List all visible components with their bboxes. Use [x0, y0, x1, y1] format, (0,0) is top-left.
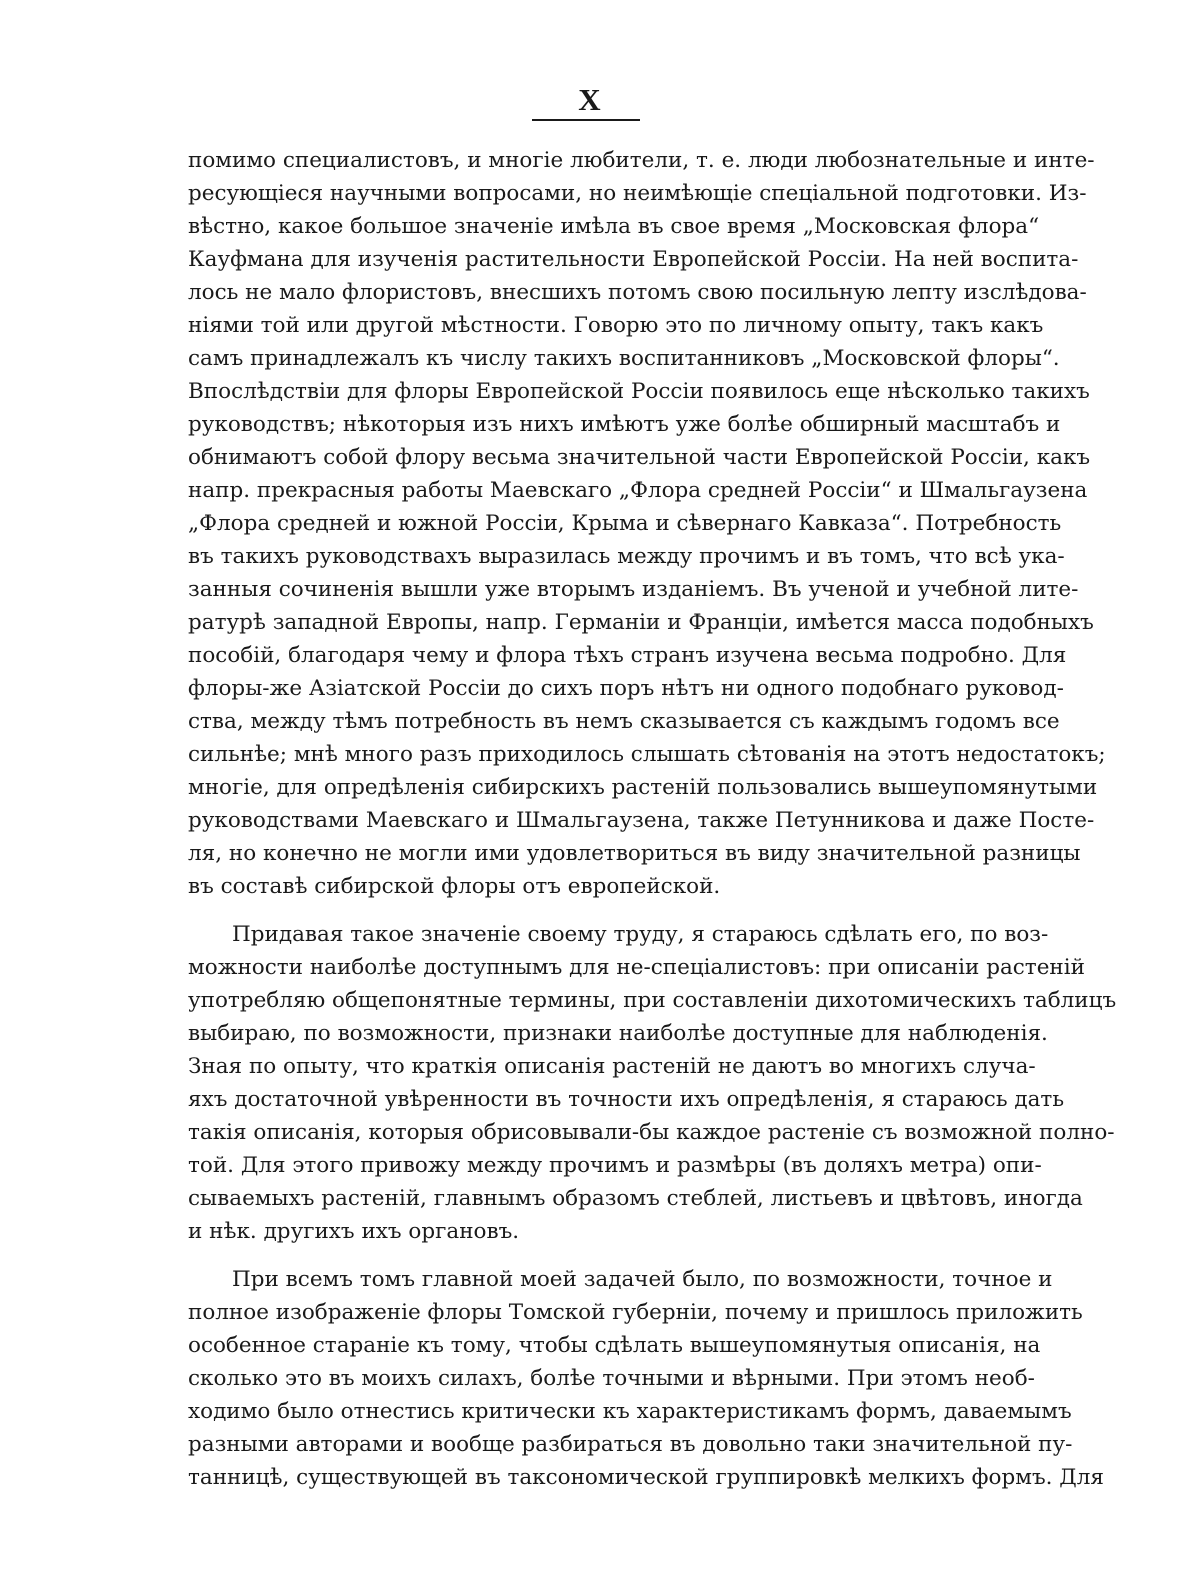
text-line: многіе, для опредѣленія сибирскихъ растеній пользовались вышеупомянутыми [188, 775, 1098, 800]
text-line: ніями той или другой мѣстности. Говорю это по личному опыту, такъ какъ [188, 313, 1044, 338]
text-line: въ такихъ руководствахъ выразилась между прочимъ и въ томъ, что всѣ ука- [188, 544, 1065, 569]
text-line: руководствами Маевскаго и Шмальгаузена, также Петунникова и даже Посте- [188, 808, 1095, 833]
text-line: такія описанія, которыя обрисовывали-бы каждое растеніе съ возможной полно- [188, 1120, 1115, 1145]
text-line: руководствъ; нѣкоторыя изъ нихъ имѣютъ уже болѣе обширный масштабъ и [188, 412, 1061, 437]
text-line: помимо специалистовъ, и многіе любители, т. е. люди любознательные и инте- [188, 148, 1095, 173]
paragraph [188, 918, 1117, 1248]
text-line: лось не мало флористовъ, внесшихъ потомъ свою посильную лепту изслѣдова- [188, 280, 1087, 305]
paragraph [188, 144, 1106, 903]
text-line: самъ принадлежалъ къ числу такихъ воспитанниковъ „Московской флоры“. [188, 346, 1060, 371]
text-line: ля, но конечно не могли ими удовлетвориться въ виду значительной разницы [188, 841, 1081, 866]
text-line: флоры-же Азіатской Россіи до сихъ поръ нѣтъ ни одного подобнаго руковод- [188, 676, 1064, 701]
text-line: той. Для этого привожу между прочимъ и размѣры (въ доляхъ метра) опи- [188, 1153, 1042, 1178]
text-line: сколько это въ моихъ силахъ, болѣе точными и вѣрными. При этомъ необ- [188, 1366, 1035, 1391]
text-line: напр. прекрасныя работы Маевскаго „Флора средней Россіи“ и Шмальгаузена [188, 478, 1088, 503]
text-line: ходимо было отнестись критически къ характеристикамъ формъ, даваемымъ [188, 1399, 1072, 1424]
text-line: танницѣ, существующей въ таксономической группировкѣ мелкихъ формъ. Для [188, 1465, 1104, 1490]
text-line: ресующіеся научными вопросами, но неимѣющіе спеціальной подготовки. Из- [188, 181, 1087, 206]
text-line: ства, между тѣмъ потребность въ немъ сказывается съ каждымъ годомъ все [188, 709, 1060, 734]
text-line: пособій, благодаря чему и флора тѣхъ странъ изучена весьма подробно. Для [188, 643, 1067, 668]
text-line: можности наиболѣе доступнымъ для не-спеціалистовъ: при описаніи растеній [188, 955, 1085, 980]
text-line: въ составѣ сибирской флоры отъ европейской. [188, 874, 721, 899]
text-line: вѣстно, какое большое значеніе имѣла въ свое время „Московская флора“ [188, 214, 1040, 239]
text-line: разными авторами и вообще разбираться въ довольно таки значительной пу- [188, 1432, 1073, 1457]
text-line: Зная по опыту, что краткія описанія растеній не даютъ во многихъ случа- [188, 1054, 1036, 1079]
paragraph-gap [188, 903, 992, 918]
text-line: выбираю, по возможности, признаки наиболѣе доступные для наблюденія. [188, 1021, 1048, 1046]
header-rule [532, 119, 640, 121]
text-line: Кауфмана для изученія растительности Европейской Россіи. На ней воспита- [188, 247, 1079, 272]
text-line: сильнѣе; мнѣ много разъ приходилось слышать сѣтованія на этотъ недостатокъ; [188, 742, 1106, 767]
text-line: занныя сочиненія вышли уже вторымъ изданіемъ. Въ ученой и учебной лите- [188, 577, 1079, 602]
text-line: „Флора средней и южной Россіи, Крыма и сѣвернаго Кавказа“. Потребность [188, 511, 1062, 536]
text-line: особенное стараніе къ тому, чтобы сдѣлать вышеупомянутыя описанія, на [188, 1333, 1041, 1358]
paragraph [188, 1263, 1104, 1494]
page-number: X [578, 82, 602, 117]
text-line: Придавая такое значеніе своему труду, я стараюсь сдѣлать его, по воз- [232, 922, 1049, 947]
text-line: сываемыхъ растеній, главнымъ образомъ стеблей, листьевъ и цвѣтовъ, иногда [188, 1186, 1083, 1211]
text-line: полное изображеніе флоры Томской губерніи, почему и пришлось приложить [188, 1300, 1083, 1325]
paragraph-gap [188, 1248, 992, 1263]
text-line: При всемъ томъ главной моей задачей было, по возможности, точное и [232, 1267, 1053, 1292]
body-text [188, 144, 1117, 1494]
text-line: и нѣк. другихъ ихъ органовъ. [188, 1219, 520, 1244]
text-line: Впослѣдствіи для флоры Европейской Россіи появилось еще нѣсколько такихъ [188, 379, 1090, 404]
text-line: обнимаютъ собой флору весьма значительной части Европейской Россіи, какъ [188, 445, 1091, 470]
text-line: яхъ достаточной увѣренности въ точности ихъ опредѣленія, я стараюсь дать [188, 1087, 1065, 1112]
text-line: употребляю общепонятные термины, при составленіи дихотомическихъ таблицъ [188, 988, 1117, 1013]
text-line: ратурѣ западной Европы, напр. Германіи и Франціи, имѣется масса подобныхъ [188, 610, 1094, 635]
